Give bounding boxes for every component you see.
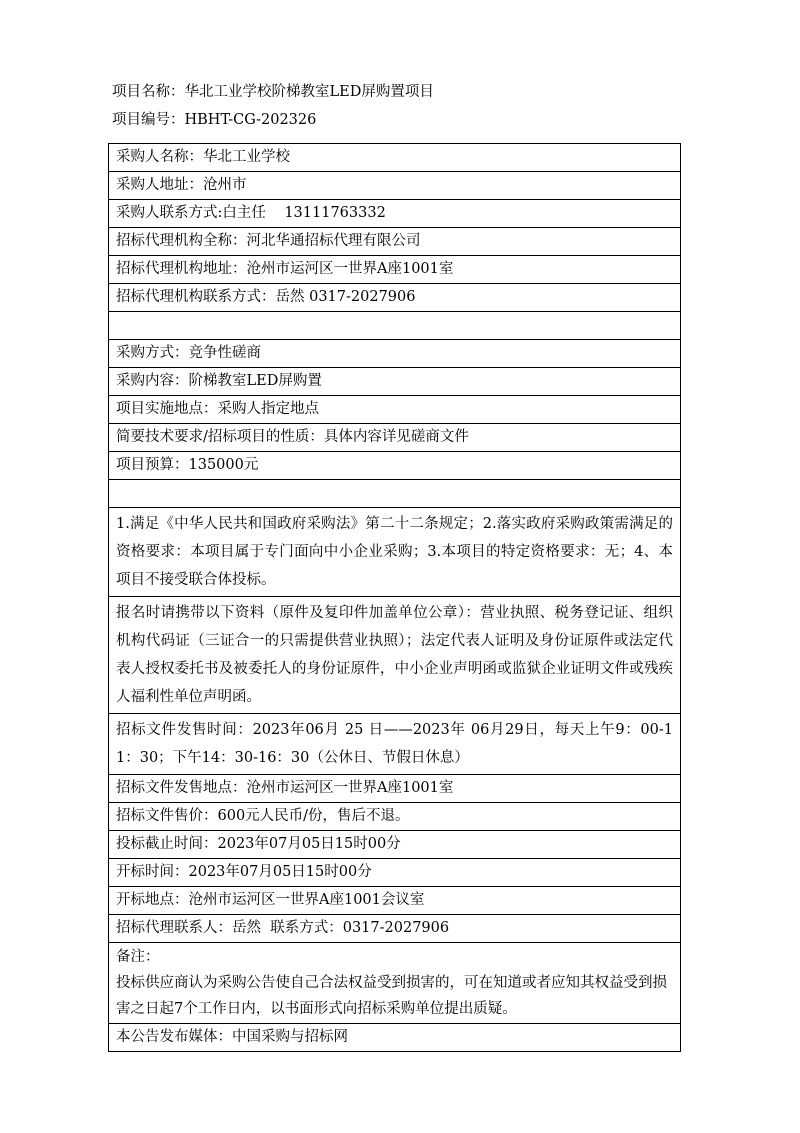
- agency-full-name-cell: 招标代理机构全称：河北华通招标代理有限公司: [109, 228, 681, 256]
- budget-cell: 项目预算：135000元: [109, 452, 681, 480]
- remarks-label: 备注：: [116, 949, 160, 965]
- remarks-text: 投标供应商认为采购公告使自己合法权益受到损害的，可在知道或者应知其权益受到损害之日起7个工作日内，以书面形式向招标采购单位提出质疑。: [116, 975, 667, 1017]
- blank-cell: [109, 312, 681, 340]
- sale-location-cell: 招标文件发售地点：沧州市运河区一世界A座1001室: [109, 775, 681, 803]
- table-row: [109, 452, 681, 480]
- project-name-line: 项目名称：华北工业学校阶梯教室LED屏购置项目: [112, 84, 434, 100]
- sale-price-cell: 招标文件售价：600元人民币/份，售后不退。: [109, 803, 681, 831]
- table-row: [109, 887, 681, 915]
- table-row: [109, 1024, 681, 1052]
- blank-row: [109, 480, 681, 508]
- procurement-content-cell: 采购内容：阶梯教室LED屏购置: [109, 368, 681, 396]
- table-row: [109, 714, 681, 775]
- table-row: [109, 256, 681, 284]
- agency-contact-person-cell: 招标代理联系人：岳然 联系方式：0317-2027906: [109, 915, 681, 943]
- table-row: [109, 200, 681, 228]
- bid-deadline-cell: 投标截止时间：2023年07月05日15时00分: [109, 831, 681, 859]
- table-row: [109, 597, 681, 714]
- table-row: [109, 144, 681, 172]
- remarks-cell: [109, 943, 681, 1024]
- table-row: [109, 396, 681, 424]
- table-row: [109, 859, 681, 887]
- purchaser-name-cell: 采购人名称：华北工业学校: [109, 144, 681, 172]
- notice-table: [108, 143, 681, 1052]
- table-row: [109, 284, 681, 312]
- table-row: [109, 508, 681, 597]
- table-row: [109, 915, 681, 943]
- project-number-line: 项目编号：HBHT-CG-202326: [112, 112, 317, 128]
- qualification-cell: 1.满足《中华人民共和国政府采购法》第二十二条规定；2.落实政府采购政策需满足的资格要求：本项目属于专门面向中小企业采购；3.本项目的特定资格要求：无；4、本项目不接受联合体投标。: [109, 508, 681, 597]
- table-row: [109, 831, 681, 859]
- registration-documents-cell: 报名时请携带以下资料（原件及复印件加盖单位公章）：营业执照、税务登记证、组织机构代码证（三证合一的只需提供营业执照）；法定代表人证明及身份证原件或法定代表人授权委托书及被委托人的身份证原件，中小企业声明函或监狱企业证明文件或残疾人福利性单位声明函。: [109, 597, 681, 714]
- blank-row: [109, 312, 681, 340]
- agency-contact-cell: 招标代理机构联系方式：岳然 0317-2027906: [109, 284, 681, 312]
- procurement-method-cell: 采购方式：竞争性磋商: [109, 340, 681, 368]
- table-row: [109, 340, 681, 368]
- table-row: [109, 803, 681, 831]
- table-row: [109, 228, 681, 256]
- table-row: [109, 775, 681, 803]
- implementation-site-cell: 项目实施地点：采购人指定地点: [109, 396, 681, 424]
- blank-cell: [109, 480, 681, 508]
- purchaser-contact-cell: 采购人联系方式:白主任 13111763332: [109, 200, 681, 228]
- agency-address-cell: 招标代理机构地址：沧州市运河区一世界A座1001室: [109, 256, 681, 284]
- sale-time-cell: 招标文件发售时间：2023年06月 25 日——2023年 06月29日，每天上午9：00-11：30；下午14：30-16：30（公休日、节假日休息）: [109, 714, 681, 775]
- publication-media-cell: 本公告发布媒体：中国采购与招标网: [109, 1024, 681, 1052]
- table-row: [109, 424, 681, 452]
- purchaser-address-cell: 采购人地址：沧州市: [109, 172, 681, 200]
- table-row: [109, 368, 681, 396]
- technical-requirements-cell: 简要技术要求/招标项目的性质：具体内容详见磋商文件: [109, 424, 681, 452]
- table-row: [109, 943, 681, 1024]
- table-row: [109, 172, 681, 200]
- opening-location-cell: 开标地点：沧州市运河区一世界A座1001会议室: [109, 887, 681, 915]
- opening-time-cell: 开标时间：2023年07月05日15时00分: [109, 859, 681, 887]
